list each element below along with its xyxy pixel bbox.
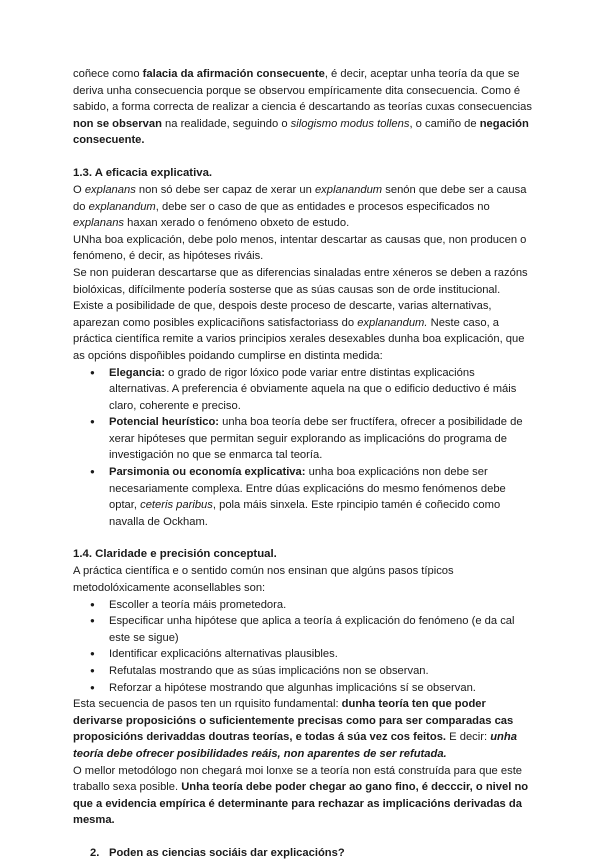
paragraph-alternatives <box>73 298 535 364</box>
list-item <box>73 365 535 415</box>
section-title: Poden as ciencias sociáis dar explicacións? <box>109 846 345 859</box>
italic-run: ceteris paribus <box>140 499 213 512</box>
section-heading-2 <box>73 845 535 862</box>
list-item: ● Identificar explicacións alternativas plausibles. <box>73 646 535 663</box>
text-run: Existe a posibilidade de que, despois deste proceso de descarte, varias alternativas, aparezan como posibles explicaciñons satisfactoriass do <box>73 300 492 329</box>
italic-run: silogismo modus tollens <box>290 117 410 130</box>
text-run: , pola máis sinxela. Este rpincipio tamén é coñecido como navalla de Ockham. <box>109 499 501 528</box>
italic-run: explanandum <box>314 183 383 196</box>
text-run: Neste caso, a práctica científica remite a varios principios xerales desexables dunha boa explicación, que as opcións dispoñibles poidando cumplirse en distinta medida: <box>73 316 525 362</box>
intro-paragraph <box>73 66 535 149</box>
paragraph-method-steps-intro: A práctica científica e o sentido común nos ensinan que algúns pasos típicos metodolóxicamente aconsellables son: <box>73 565 454 595</box>
text-run: unha boa teoría debe ser fructífera, ofrecer a posibilidade de xerar hipóteses que permitan seguir explorando as implicacións do programa de investigación no que se enmarca tal teoría. <box>109 416 523 462</box>
italic-run: explanandum <box>88 200 156 213</box>
list-item: ● Especificar unha hipótese que aplica a teoría á explicación do fenómeno (e da cal este se sigue) <box>73 613 535 646</box>
bold-run: Unha teoría debe poder chegar ao gano fino, é decccir, o nivel no que a evidencia empírica é determinante para rechazar as implicacións derivadas da mesma. <box>73 781 529 827</box>
bold-run: negación consecuente. <box>73 117 529 147</box>
bold-run: falacia da afirmación consecuente <box>142 68 325 80</box>
paragraph-rival-hypotheses: UNha boa explicación, debe polo menos, intentar descartar as causas que, non producen o fenómeno, é decir, as hipóteses riváis. <box>73 233 527 263</box>
text-run: haxan xerado o fenómeno obxeto de estudo. <box>124 217 350 230</box>
text-run: E decir: <box>446 731 491 744</box>
text-run: na realidade, seguindo o <box>161 117 291 130</box>
bold-run: dunha teoría ten que poder derivarse proposicións o suficientemente precisas como para ser comparadas cas proposicións derivaddas doutras teorías, e todas á súa vez cos feitos. <box>73 698 514 744</box>
text-run: unha boa explicacións non debe ser necesariamente complexa. Entre dúas explicacións do mesmo fenómenos debe optar, <box>109 466 506 512</box>
paragraph-requirement <box>73 696 535 762</box>
text-run: , é decir, aceptar unha teoría da que se deriva unha consecuencia porque se observou empíricamente dita consecuencia. Como é sabido, a forma correcta de realizar a ciencia é descartando as teorías cuxas consecuencias <box>73 68 532 114</box>
bold-run: Potencial heurístico: <box>109 416 220 429</box>
text-run: o grado de rigor lóxico pode variar entre distintas explicacións alternativas. A preferencia é obviamente aquela na que o edificio deductivo é máis claro, coherente e preciso. <box>109 366 517 412</box>
list-item <box>73 464 535 530</box>
list-item <box>73 414 535 464</box>
list-item: ● Reforzar a hipótese mostrando que algunhas implicacións sí se observan. <box>73 680 535 697</box>
principles-list <box>73 365 535 531</box>
text-run: , debe ser o caso de que as entidades e procesos especificados no <box>155 200 490 213</box>
italic-run: explanans <box>84 183 136 196</box>
paragraph-explanans <box>73 182 535 232</box>
paragraph-methodologist <box>73 763 535 829</box>
document-page <box>73 66 535 862</box>
bold-run: non se observan <box>73 117 162 130</box>
method-steps-list <box>73 597 535 697</box>
paragraph-gender-example: Se non puideran descartarse que as diferencias sinaladas entre xéneros se deben a razóns biolóxicas, difícilmente podería sosterse que as súas causas son de orde institucional. <box>73 266 528 296</box>
text-run: O <box>73 183 85 196</box>
text-run: senón que debe ser a causa do <box>73 183 527 213</box>
text-run: coñece como <box>73 68 143 80</box>
bold-italic-run: unha teoría debe ofrecer posibilidades reáis, non aparentes de ser refutada. <box>73 731 517 760</box>
italic-run: explanandum. <box>357 316 428 329</box>
text-run: O mellor metodólogo non chegará moi lonxe se a teoría non está construída para que este traballo sexa posible. <box>73 764 523 794</box>
italic-run: explanans <box>73 217 125 230</box>
text-run: Esta secuencia de pasos ten un rquisito fundamental: <box>73 698 342 711</box>
text-run: , o camiño de <box>409 117 480 130</box>
section-heading-1-3: 1.3. A eficacia explicativa. <box>73 166 213 179</box>
section-heading-1-4: 1.4. Claridade e precisión conceptual. <box>73 548 277 561</box>
section-number: 2. <box>90 846 100 859</box>
bold-run: Elegancia: <box>109 366 165 379</box>
list-item: ● Refutalas mostrando que as súas implicacións non se observan. <box>73 663 535 680</box>
bold-run: Parsimonia ou economía explicativa: <box>109 466 306 479</box>
text-run: non só debe ser capaz de xerar un <box>135 183 315 196</box>
list-item: ● Escoller a teoría máis prometedora. <box>73 597 535 614</box>
